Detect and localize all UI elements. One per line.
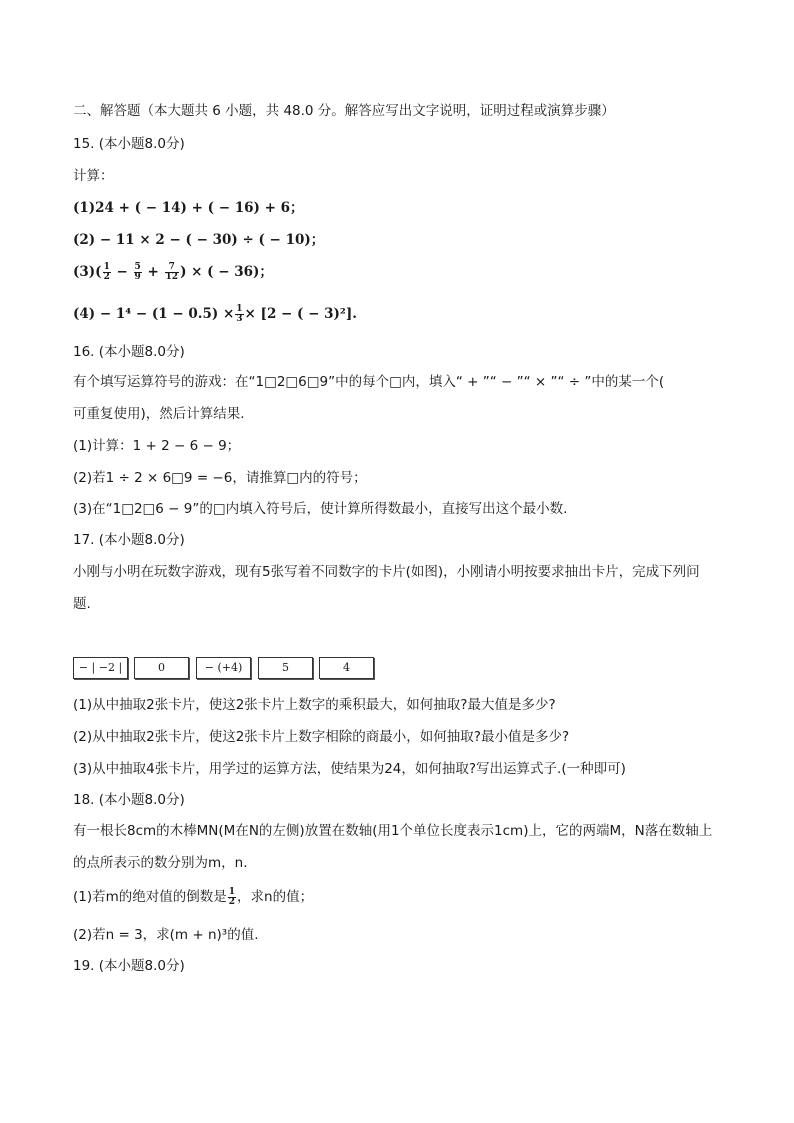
q15-title: 15. (本小题8.0分): [73, 136, 185, 152]
q18-part1-tail: ，求n的值；: [237, 889, 314, 905]
fraction-7-12: $\frac{7}{12}$: [165, 262, 179, 282]
q15-part2: (2) − 11 × 2 − ( − 30) ÷ ( − 10)；: [73, 232, 325, 248]
q17-line1: 小刚与小明在玩数字游戏，现有5张写着不同数字的卡片(如图)，小刚请小明按要求抽出卡片，完成下列问: [73, 564, 700, 580]
q18-title: 18. (本小题8.0分): [73, 792, 185, 808]
card-four: 4: [319, 657, 374, 679]
fraction-1-2: $\frac{1}{2}$: [228, 886, 236, 907]
q16-title: 16. (本小题8.0分): [73, 344, 185, 360]
q18-line1: 有一根长8cm的木棒MN(M在N的左侧)放置在数轴(用1个单位长度表示1cm)上，它的两端M，N落在数轴上: [73, 823, 713, 839]
fraction-1-2: $\frac{1}{2}$: [103, 262, 110, 282]
q17-part1: (1)从中抽取2张卡片，使这2张卡片上数字的乘积最大，如何抽取?最大值是多少?: [73, 697, 556, 713]
q16-line1: 有个填写运算符号的游戏：在“1□2□6□9”中的每个□内，填入“ + ”“ − ”“ × ”“ ÷ ”中的某一个(: [73, 374, 665, 390]
card-zero: 0: [134, 657, 189, 679]
fraction-1-3: $\frac{1}{3}$: [236, 304, 243, 324]
fraction-5-9: $\frac{5}{9}$: [134, 262, 141, 282]
plus-sign: +: [142, 264, 164, 280]
q18-part1-text: (1)若m的绝对值的倒数是: [73, 889, 227, 905]
q15-part4-open: (4) − 1⁴ − (1 − 0.5) ×: [73, 306, 235, 322]
q16-part2: (2)若1 ÷ 2 × 6□9 = −6，请推算□内的符号；: [73, 470, 367, 486]
q18-part1: [73, 887, 733, 907]
card-abs-neg2: − | −2 |: [73, 657, 128, 679]
q16-line2: 可重复使用)，然后计算结果.: [73, 406, 245, 422]
card-five: 5: [258, 657, 313, 679]
q15-part3-open: (3)(: [73, 264, 102, 280]
q15-part3-close: ) × ( − 36)；: [180, 264, 273, 280]
minus-sign: −: [111, 264, 133, 280]
q17-line2: 题.: [73, 596, 91, 612]
q17-title: 17. (本小题8.0分): [73, 532, 185, 548]
section-header: 二、解答题（本大题共 6 小题，共 48.0 分。解答应写出文字说明，证明过程或演算步骤）: [73, 103, 615, 119]
q18-part2: (2)若n = 3，求(m + n)³的值.: [73, 927, 259, 943]
card-neg-plus4: − (+4): [196, 657, 251, 679]
q17-part3: (3)从中抽取4张卡片，用学过的运算方法，使结果为24，如何抽取?写出运算式子.(一种即可): [73, 761, 626, 777]
q15-part3: [73, 262, 733, 282]
q15-intro: 计算：: [73, 168, 114, 184]
q18-line2: 的点所表示的数分别为m，n.: [73, 855, 248, 871]
q15-part1: (1)24 + ( − 14) + ( − 16) + 6；: [73, 200, 304, 216]
q16-part1: (1)计算：1 + 2 − 6 − 9；: [73, 438, 241, 454]
q15-part4: [73, 304, 733, 324]
q16-part3: (3)在“1□2□6 − 9”的□内填入符号后，使计算所得数最小，直接写出这个最小数.: [73, 501, 568, 517]
q15-part4-close: × [2 − ( − 3)²].: [244, 306, 357, 322]
q19-title: 19. (本小题8.0分): [73, 958, 185, 974]
q17-part2: (2)从中抽取2张卡片，使这2张卡片上数字相除的商最小，如何抽取?最小值是多少?: [73, 729, 570, 745]
